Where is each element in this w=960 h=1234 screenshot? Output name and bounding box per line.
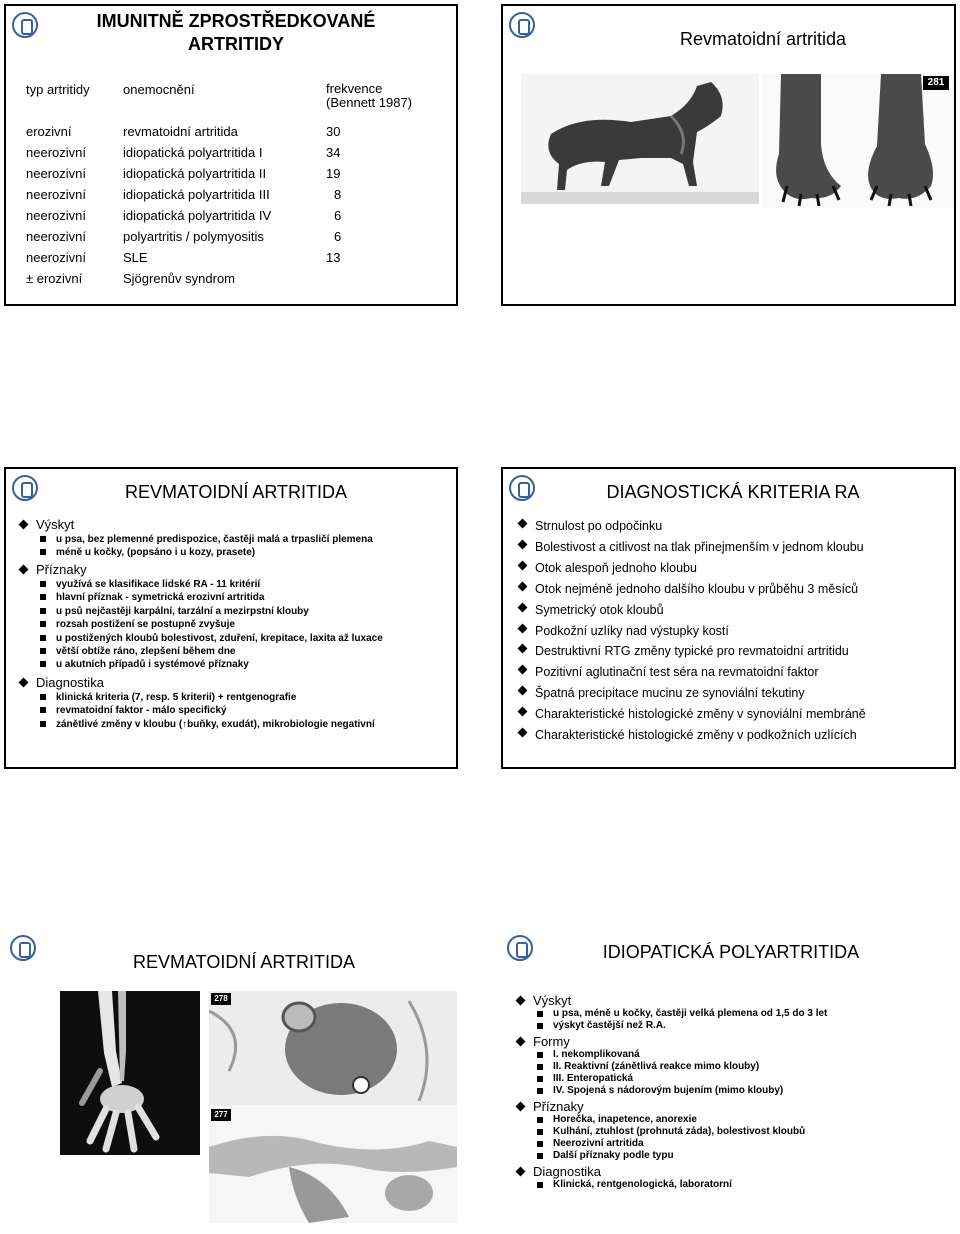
section-heading: Výskyt [36,517,75,532]
ra-overview-list [18,517,454,731]
table-cell: 6 [334,208,342,223]
slide-ra-photos [501,4,956,306]
table-cell: neerozivní [26,250,86,265]
list-item: hlavní příznak - symetrická erozivní artritida [36,591,454,604]
table-cell: Sjögrenův syndrom [123,271,235,286]
list-item: Podkožní uzlíky nad výstupky kostí [517,621,953,642]
table-row [26,271,446,292]
section-heading: Příznaky [533,1099,584,1114]
sub-list [36,578,454,672]
section-heading: Formy [533,1034,570,1049]
list-item: u psa, méně u kočky, častěji velká plemena od 1,5 do 3 let [533,1008,951,1020]
list-item [515,1034,951,1097]
criteria-list [517,516,953,746]
list-item: klinická kriteria (7, resp. 5 kriterií) + rentgenografie [36,691,454,704]
slide-title: DIAGNOSTICKÁ KRITERIA RA [606,482,860,502]
section-heading: Diagnostika [533,1164,601,1179]
list-item [515,993,951,1032]
arthritis-table [26,82,446,292]
list-item: Pozitivní aglutinační test séra na revmatoidní faktor [517,662,953,683]
list-item: Otok nejméně jednoho dalšího kloubu v průběhu 3 měsíců [517,579,953,600]
list-item: výskyt častější než R.A. [533,1020,951,1032]
table-cell: 8 [334,187,342,202]
list-item: Kulhání, ztuhlost (prohnutá záda), bolestivost kloubů [533,1126,951,1138]
slide-diagnostic-criteria [501,467,956,769]
list-item [18,517,454,559]
table-row [26,145,446,166]
table-cell: erozivní [26,124,72,139]
slide-title: IDIOPATICKÁ POLYARTRITIDA [602,942,860,962]
table-cell: neerozivní [26,208,86,223]
paws-photo [761,74,956,208]
dog-photo [521,74,759,204]
polyarthritis-list [515,993,951,1191]
table-cell: neerozivní [26,166,86,181]
slide-ra-overview [4,467,458,769]
list-item: u psa, bez plemenné predispozice, častěji malá a trpasličí plemena [36,533,454,546]
histology-image-top [209,991,457,1106]
list-item: II. Reaktivní (zánětlivá reakce mimo klouby) [533,1061,951,1073]
list-item: Horečka, inapetence, anorexie [533,1114,951,1126]
slide-ra-images [4,929,458,1231]
slide-arthritis-types [4,4,458,306]
table-cell: neerozivní [26,229,86,244]
sub-list [533,1179,951,1191]
table-cell: revmatoidní artritida [123,124,238,139]
list-item: u psů nejčastěji karpální, tarzální a mezirpstní klouby [36,605,454,618]
list-item: Další příznaky podle typu [533,1150,951,1162]
sub-list [36,533,454,559]
university-logo-icon [12,12,38,38]
sub-list [36,691,454,731]
sub-list [533,1049,951,1097]
list-item: Strnulost po odpočinku [517,516,953,537]
section-heading: Výskyt [533,993,572,1008]
list-item: využívá se klasifikace lidské RA - 11 kritérií [36,578,454,591]
figure-number-label: 277 [211,1109,231,1121]
column-header: frekvence (Bennett 1987) [326,81,413,110]
list-item: Klinická, rentgenologická, laboratorní [533,1179,951,1191]
list-item: Charakteristické histologické změny v synoviální membráně [517,704,953,725]
table-row [26,187,446,208]
university-logo-icon [12,475,38,501]
list-item: III. Enteropatická [533,1073,951,1085]
list-item: revmatoidní faktor - málo specifický [36,704,454,717]
list-item: Symetrický otok kloubů [517,600,953,621]
list-item [18,562,454,672]
slide-title: Revmatoidní artritida [679,29,847,49]
sub-list [533,1114,951,1162]
list-item [515,1099,951,1162]
table-row [26,229,446,250]
table-cell: 6 [334,229,342,244]
table-row [26,250,446,271]
sub-list [533,1008,951,1032]
figure-number-label: 281 [923,76,949,90]
list-item: Charakteristické histologické změny v podkožních uzlících [517,725,953,746]
table-cell: 13 [326,250,341,265]
slide-title: REVMATOIDNÍ ARTRITIDA [124,482,348,502]
table-row [26,208,446,229]
figure-number-label: 278 [211,993,231,1005]
list-item: IV. Spojená s nádorovým bujením (mimo klouby) [533,1085,951,1097]
list-item [515,1164,951,1191]
university-logo-icon [507,935,533,961]
table-cell: idiopatická polyartritida I [123,145,263,160]
section-heading: Diagnostika [36,674,104,690]
table-cell: neerozivní [26,145,86,160]
list-item: Špatná precipitace mucinu ze synoviální tekutiny [517,683,953,704]
table-row [26,124,446,145]
university-logo-icon [10,935,36,961]
list-item: I. nekomplikovaná [533,1049,951,1061]
table-cell: polyartritis / polymyositis [123,229,264,244]
list-item: Bolestivost a citlivost na tlak přinejmenším v jednom kloubu [517,537,953,558]
university-logo-icon [509,475,535,501]
table-cell: 34 [326,145,341,160]
slide-idiopathic-polyarthritis [501,929,956,1231]
list-item: Destruktivní RTG změny typické pro revmatoidní artritidu [517,641,953,662]
table-cell: 30 [326,124,341,139]
table-cell: ± erozivní [26,271,83,286]
university-logo-icon [509,12,535,38]
table-cell: idiopatická polyartritida IV [123,208,272,223]
table-cell: idiopatická polyartritida II [123,166,267,181]
list-item: zánětlivé změny v kloubu (↑buňky, exudát), mikrobiologie negativní [36,718,454,731]
histology-image-bottom [209,1107,457,1223]
slide-title: REVMATOIDNÍ ARTRITIDA [132,952,356,972]
table-cell: idiopatická polyartritida III [123,187,270,202]
table-cell: 19 [326,166,341,181]
column-header: typ artritidy [26,82,90,97]
section-heading: Příznaky [36,562,87,577]
table-cell [326,271,446,292]
list-item: méně u kočky, (popsáno i u kozy, prasete) [36,546,454,559]
column-header: onemocnění [123,82,195,97]
table-cell: neerozivní [26,187,86,202]
slide-title: IMUNITNĚ ZPROSTŘEDKOVANÉ ARTRITIDY [96,11,376,54]
list-item: Otok alespoň jednoho kloubu [517,558,953,579]
list-item: rozsah postižení se postupně zvyšuje [36,618,454,631]
list-item: u postižených kloubů bolestivost, zduření, krepitace, laxita až luxace [36,632,454,645]
list-item [18,675,454,731]
table-cell: SLE [123,250,148,265]
list-item: Neerozivní artritida [533,1138,951,1150]
list-item: u akutních případů i systémové příznaky [36,658,454,671]
table-header-row [26,82,446,124]
list-item: větší obtíže ráno, zlepšení během dne [36,645,454,658]
table-row [26,166,446,187]
xray-image [60,991,200,1155]
